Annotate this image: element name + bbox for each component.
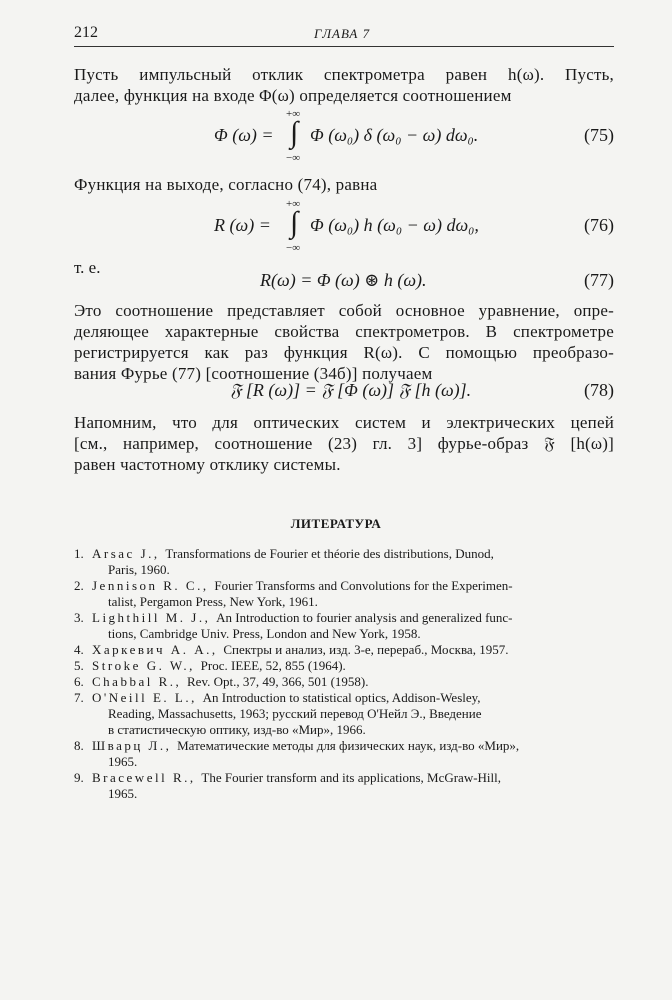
reference-line: Stroke G. W., Proc. IEEE, 52, 855 (1964).	[92, 658, 346, 673]
reference-author: Lighthill M. J.,	[92, 610, 217, 625]
reference-number: 2.	[74, 578, 84, 593]
equation-77: R(ω) = Φ (ω) ⊛ h (ω). (77)	[260, 270, 614, 290]
reference-line: Lighthill M. J., An Introduction to fourier analysis and generalized func-	[92, 610, 513, 625]
reference-author: Харкевич А. А.,	[92, 642, 224, 657]
equation-number: (75)	[584, 125, 614, 145]
reference-item	[74, 658, 620, 674]
reference-line: tions, Cambridge Univ. Press, London and New York, 1958.	[108, 626, 421, 641]
reference-number: 7.	[74, 690, 84, 705]
reference-number: 5.	[74, 658, 84, 673]
reference-number: 9.	[74, 770, 84, 785]
paragraph-spectrometer	[74, 300, 614, 384]
header-rule	[74, 46, 614, 47]
text-line: вания Фурье (77) [соотношение (34б)] получаем	[74, 364, 433, 383]
reference-number: 4.	[74, 642, 84, 657]
reference-line: Bracewell R., The Fourier transform and its applications, McGraw-Hill,	[92, 770, 502, 785]
equation-75: Φ (ω) = +∞ ∫ −∞ Φ (ω₀) δ (ω₀ − ω) dω₀. (75)	[214, 108, 614, 164]
reference-line: Reading, Massachusetts, 1963; русский перевод О'Нейл Э., Введение	[108, 706, 482, 721]
paragraph-reminder	[74, 412, 614, 475]
equation-number: (78)	[584, 380, 614, 400]
reference-number: 8.	[74, 738, 84, 753]
equation-number: (77)	[584, 270, 614, 290]
reference-list	[74, 546, 620, 802]
reference-item	[74, 770, 620, 802]
reference-number: 3.	[74, 610, 84, 625]
reference-item	[74, 674, 620, 690]
reference-line: talist, Pergamon Press, New York, 1961.	[108, 594, 318, 609]
reference-author: Arsac J.,	[92, 546, 166, 561]
reference-item	[74, 610, 620, 642]
page-number: 212	[74, 24, 98, 41]
text-line: [см., например, соотношение (23) гл. 3] фурье-образ 𝔉 [h(ω)]	[74, 434, 614, 453]
reference-number: 1.	[74, 546, 84, 561]
text-line: далее, функция на входе Φ(ω) определяется соотношением	[74, 86, 512, 105]
reference-item	[74, 578, 620, 610]
reference-item	[74, 690, 620, 738]
text-line: деляющее характерные свойства спектрометров. В спектрометре	[74, 322, 614, 341]
text-line: Функция на выходе, согласно (74), равна	[74, 175, 378, 194]
reference-author: O'Neill E. L.,	[92, 690, 203, 705]
reference-line: O'Neill E. L., An Introduction to statistical optics, Addison-Wesley,	[92, 690, 481, 705]
reference-line: Харкевич А. А., Спектры и анализ, изд. 3-е, перераб., Москва, 1957.	[92, 642, 509, 657]
reference-author: Bracewell R.,	[92, 770, 202, 785]
paragraph-intro	[74, 64, 614, 106]
text-line: регистрируется как раз функция R(ω). С помощью преобразо-	[74, 343, 614, 362]
text-line: Пусть импульсный отклик спектрометра равен h(ω). Пусть,	[74, 65, 614, 84]
reference-item	[74, 738, 620, 770]
reference-line: Arsac J., Transformations de Fourier et théorie des distributions, Dunod,	[92, 546, 494, 561]
text-line: Это соотношение представляет собой основное уравнение, опре-	[74, 301, 614, 320]
reference-item	[74, 546, 620, 578]
equation-number: (76)	[584, 215, 614, 235]
reference-line: 1965.	[108, 754, 138, 769]
equation-78: 𝔉 [R (ω)] = 𝔉 [Φ (ω)] 𝔉 [h (ω)]. (78)	[230, 380, 614, 400]
equation-76: R (ω) = +∞ ∫ −∞ Φ (ω₀) h (ω₀ − ω) dω₀, (76)	[214, 198, 614, 254]
text-line: равен частотному отклику системы.	[74, 455, 341, 474]
chapter-header: ГЛАВА 7	[314, 26, 371, 41]
literature-heading: ЛИТЕРАТУРА	[290, 516, 382, 531]
reference-author: Шварц Л.,	[92, 738, 178, 753]
paragraph-output	[74, 174, 614, 195]
reference-line: Chabbal R., Rev. Opt., 37, 49, 366, 501 (1958).	[92, 674, 369, 689]
reference-author: Chabbal R.,	[92, 674, 187, 689]
reference-author: Stroke G. W.,	[92, 658, 201, 673]
text-line: Напомним, что для оптических систем и электрических цепей	[74, 413, 614, 432]
reference-line: Шварц Л., Математические методы для физических наук, изд-во «Мир»,	[92, 738, 520, 753]
reference-number: 6.	[74, 674, 84, 689]
reference-line: 1965.	[108, 786, 138, 801]
reference-line: Jennison R. C., Fourier Transforms and Convolutions for the Experimen-	[92, 578, 513, 593]
reference-line: в статистическую оптику, изд-во «Мир», 1966.	[108, 722, 366, 737]
reference-line: Paris, 1960.	[108, 562, 170, 577]
reference-author: Jennison R. C.,	[92, 578, 215, 593]
reference-item	[74, 642, 620, 658]
te-label: т. е.	[74, 258, 101, 277]
